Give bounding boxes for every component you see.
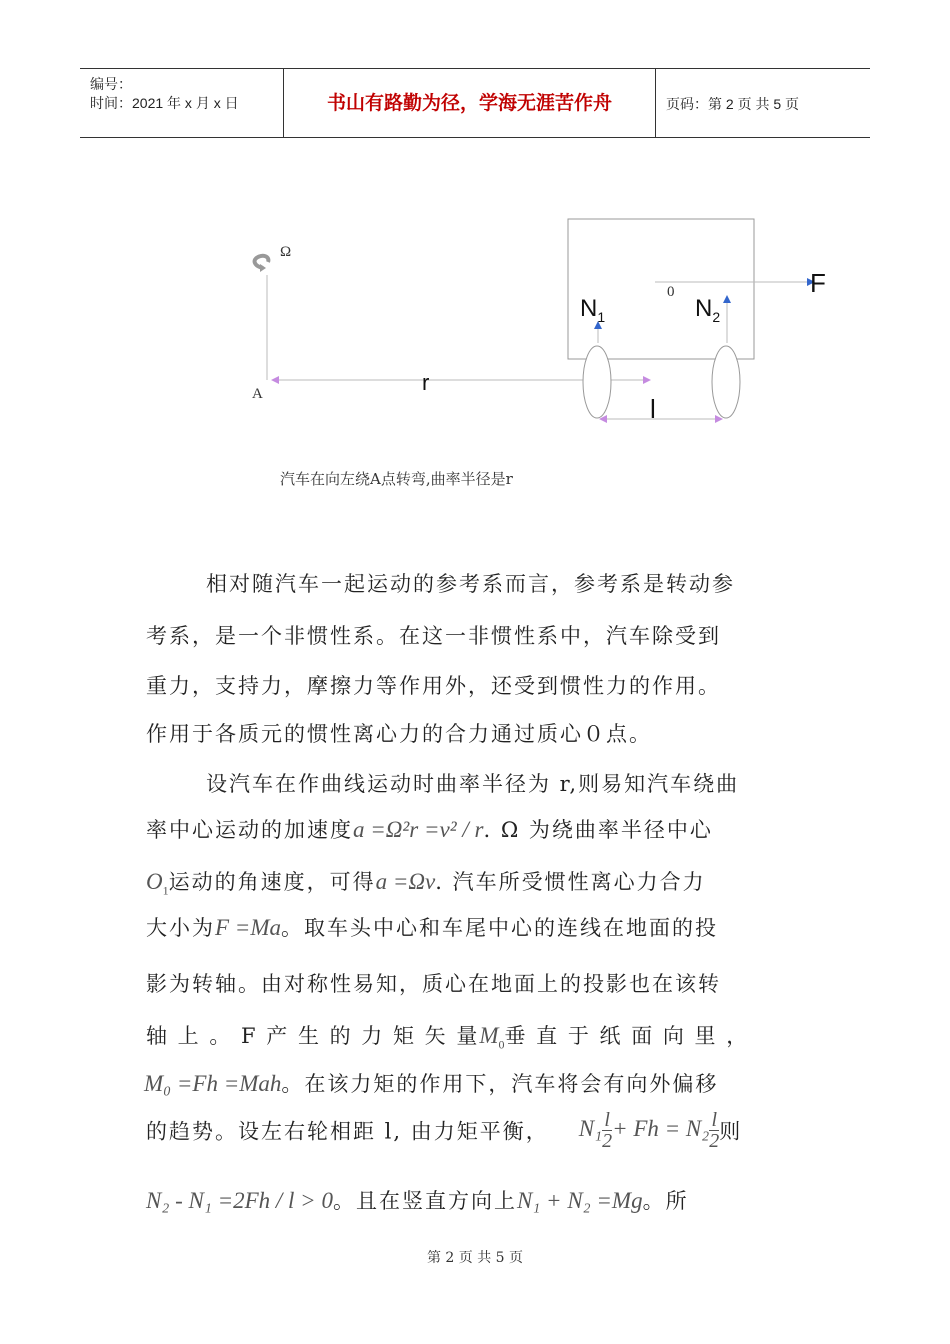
page-footer: 第 2 页 共 5 页 [426,1250,524,1266]
vertical-balance-formula: N₁ + N₂ =Mg [516,1188,643,1213]
omega-label: Ω [280,244,292,260]
header-page-cell [655,69,871,137]
right-wheel [712,346,740,418]
paragraph-line: 设汽车在作曲线运动时曲率半径为 r,则易知汽车绕曲 [206,772,740,796]
acceleration-formula: a =Ω²r =v² / r [353,817,484,842]
paragraph-line: $O_1$运动的角速度，可得a =Ωv. 汽车所受惯性离心力合力 [146,869,706,898]
point-a-label: A [252,386,263,402]
left-wheel [583,346,611,418]
torque-formula: M₀ =Fh =Mah [144,1071,282,1096]
header-meta-cell [80,69,284,137]
paragraph-line: 作用于各质元的惯性离心力的合力通过质心０点。 [146,722,652,746]
car-turning-diagram [230,210,850,440]
paragraph-line: 率中心运动的加速度a =Ω²r =v² / r. Ω 为绕曲率半径中心 [146,817,713,842]
force-formula: F =Ma [215,915,281,940]
n2-label: $N_2$ [695,295,721,325]
paragraph-line: 的趋势。设左右轮相距 l, 由力矩平衡， N₁ $\frac{l}{2}$ + Fh = N₂ $\frac{l}{2}$ 则 [146,1109,743,1152]
car-body [568,219,754,359]
r-label: r [422,370,430,395]
paragraph-line: 大小为F =Ma。取车头中心和车尾中心的连线在地面的投 [146,915,718,940]
rotation-arrow-icon [255,256,269,272]
center-o-label: 0 [667,284,675,300]
paragraph-line: 重力，支持力，摩擦力等作用外，还受到惯性力的作用。 [146,674,721,698]
o1-symbol: $O_1$ [146,869,169,898]
torque-balance-formula: N₁ $\frac{l}{2}$ + Fh = N₂ $\frac{l}{2}$ [578,1109,720,1152]
velocity-formula: a =Ωv [375,869,436,894]
normal-force-difference-formula: N₂ - N₁ =2Fh / l > 0 [146,1188,333,1213]
n1-label: $N_1$ [580,295,606,325]
page-header [80,68,870,138]
date-label: 时间：2021 年 x 月 x 日 [90,95,239,111]
header-motto: 书山有路勤为径，学海无涯苦作舟 [326,92,612,114]
page-label: 页码：第 2 页 共 5 页 [666,96,800,112]
l-label: l [650,394,656,424]
paragraph-line: N₂ - N₁ =2Fh / l > 0。且在竖直方向上N₁ + N₂ =Mg。所 [146,1188,689,1213]
m0-symbol: $M_0$ [479,1023,505,1052]
paragraph-line: M₀ =Fh =Mah。在该力矩的作用下，汽车将会有向外偏移 [144,1071,719,1096]
paragraph-line: 相对随汽车一起运动的参考系而言，参考系是转动参 [206,572,735,596]
number-label: 编号： [90,76,132,92]
paragraph-line: 影为转轴。由对称性易知，质心在地面上的投影也在该转 [146,972,721,996]
paragraph-line: 考系，是一个非惯性系。在这一非惯性系中，汽车除受到 [146,624,721,648]
force-f-label: F [810,268,826,298]
figure-caption: 汽车在向左绕A点转弯,曲率半径是r [280,470,513,488]
paragraph-line: 轴 上 。 F 产 生 的 力 矩 矢 量$M_0$垂 直 于 纸 面 向 里 ， [146,1023,750,1052]
